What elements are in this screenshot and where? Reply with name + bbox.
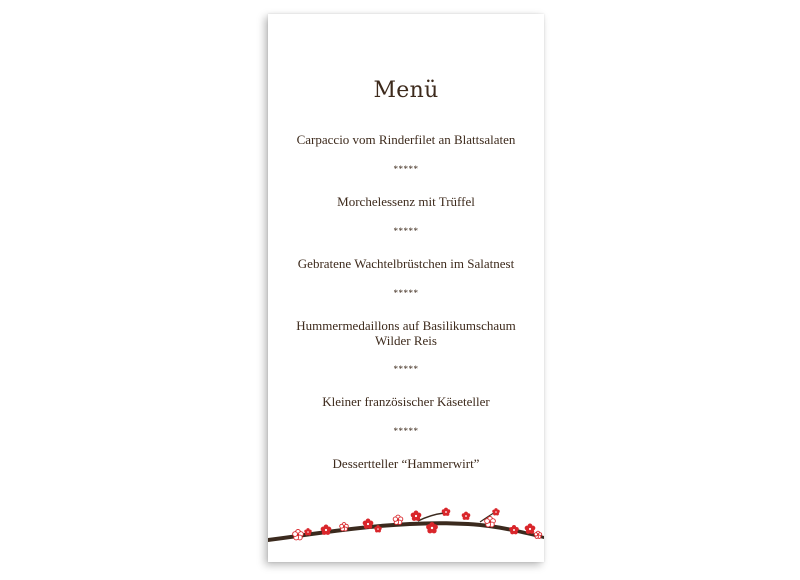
course-line: Hummermedaillons auf Basilikumschaum — [296, 318, 516, 333]
course-line: Kleiner französischer Käseteller — [322, 394, 490, 409]
menu-course — [268, 456, 544, 471]
blossom-icon — [411, 511, 422, 521]
course-separator: ***** — [393, 288, 419, 298]
blossom-icon — [304, 528, 311, 535]
menu-card — [268, 14, 544, 562]
menu-title: Menü — [373, 78, 439, 103]
course-line: Morchelessenz mit Trüffel — [337, 194, 475, 209]
menu-course — [268, 132, 544, 147]
blossom-icon — [509, 525, 519, 534]
blossom-icon — [363, 519, 374, 529]
menu-course — [268, 256, 544, 271]
blossom-icon — [462, 512, 471, 520]
course-line: Wilder Reis — [375, 333, 437, 348]
cherry-blossom-branch-icon — [268, 502, 544, 542]
twig-icon — [418, 513, 444, 521]
blossom-icon — [393, 515, 403, 524]
course-line: Gebratene Wachtelbrüstchen im Salatnest — [297, 256, 515, 271]
blossom-icon — [492, 508, 499, 515]
blossom-icon — [340, 523, 349, 531]
menu-course — [268, 394, 544, 409]
course-line: Dessertteller “Hammerwirt” — [332, 456, 480, 471]
course-separator: ***** — [393, 226, 419, 236]
blossom-icon — [534, 531, 541, 538]
blossom-icon — [442, 508, 451, 516]
course-separator: ***** — [393, 426, 419, 436]
blossom-icon — [525, 524, 536, 534]
course-separator: ***** — [393, 364, 419, 374]
course-line: Carpaccio vom Rinderfilet an Blattsalaten — [296, 132, 516, 147]
blossom-icon — [293, 530, 304, 540]
menu-course — [268, 194, 544, 209]
course-separator: ***** — [393, 164, 419, 174]
blossom-icon — [321, 525, 332, 535]
menu-course — [268, 318, 544, 348]
